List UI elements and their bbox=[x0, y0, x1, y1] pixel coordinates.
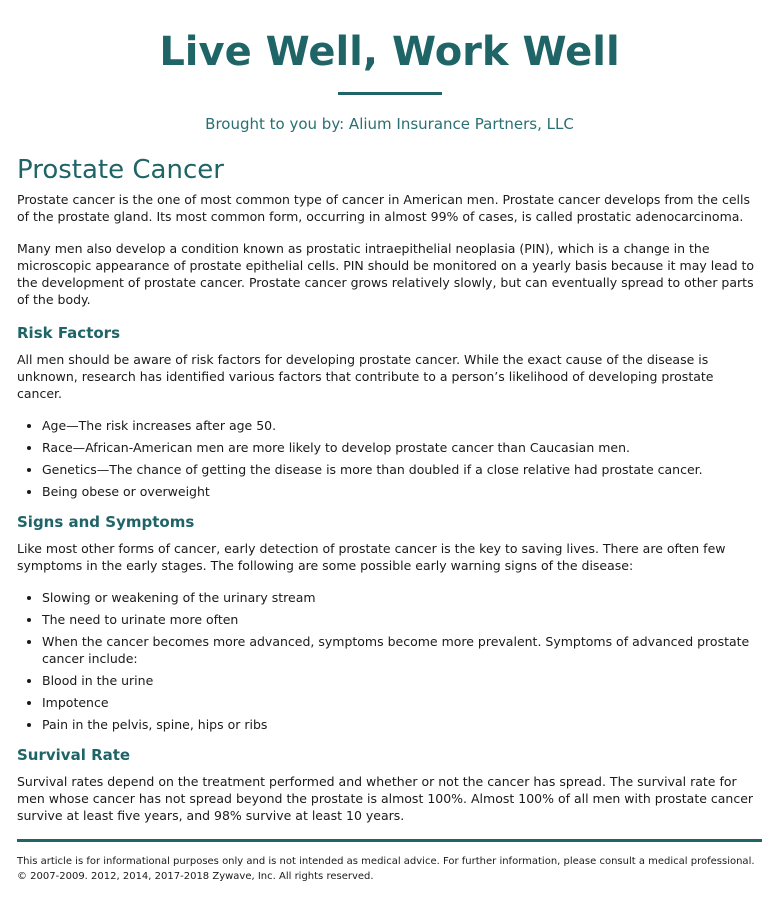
newsletter-title: Live Well, Work Well bbox=[159, 29, 620, 75]
list-item: • The need to urinate more often bbox=[42, 611, 762, 628]
list-item: • Pain in the pelvis, spine, hips or ribs bbox=[42, 716, 762, 733]
symptoms-text: Like most other forms of cancer, early detection of prostate cancer is the key to saving lives. There are often few symptoms in the early stages. The following are some possible early warning signs of the disease: bbox=[17, 541, 726, 573]
symptoms-heading: Signs and Symptoms bbox=[17, 513, 195, 531]
list-item: • Slowing or weakening of the urinary stream bbox=[42, 589, 762, 606]
list-item: • Being obese or overweight bbox=[42, 483, 762, 500]
title-divider bbox=[338, 92, 442, 95]
byline: Brought to you by: Alium Insurance Partners, LLC bbox=[205, 115, 574, 133]
list-item: • Age—The risk increases after age 50. bbox=[42, 417, 762, 434]
intro-paragraph-2: Many men also develop a condition known as prostatic intraepithelial neoplasia (PIN), which is a change in the microscopic appearance of prostate epithelial cells. PIN should be monitored on a yearly basis because it may lead to the development of prostate cancer. Prostate cancer grows relatively slowly, but can eventually spread to other parts of the body. bbox=[17, 241, 755, 307]
article-title: Prostate Cancer bbox=[17, 155, 224, 185]
footer-divider bbox=[17, 839, 762, 842]
survival-text: Survival rates depend on the treatment performed and whether or not the cancer has spread. The survival rate for men whose cancer has not spread beyond the prostate is almost 100%. Almost 100% of all men with prostate cancer survive at least five years, and 98% survive at least 10 years. bbox=[17, 774, 754, 823]
risk-factors-text: All men should be aware of risk factors for developing prostate cancer. While the exact cause of the disease is unknown, research has identified various factors that contribute to a person’s likelihood of developing prostate cancer. bbox=[17, 352, 714, 401]
footer-disclaimer: This article is for informational purposes only and is not intended as medical advice. For further information, please consult a medical professional. © 2007-2009. 2012, 2014, 2017-2018 Zywave, Inc. All rights reserved. bbox=[17, 856, 755, 882]
intro-paragraph-1: Prostate cancer is the one of most common type of cancer in American men. Prostate cancer develops from the cells of the prostate gland. Its most common form, occurring in almost 99% of cases, is called prostatic adenocarcinoma. bbox=[17, 192, 750, 224]
list-item: • Genetics—The chance of getting the disease is more than doubled if a close relative had prostate cancer. bbox=[42, 461, 762, 478]
list-item: • Blood in the urine bbox=[42, 672, 762, 689]
list-item: • Race—African-American men are more likely to develop prostate cancer than Caucasian men. bbox=[42, 439, 762, 456]
survival-heading: Survival Rate bbox=[17, 746, 131, 764]
symptoms-list bbox=[17, 589, 762, 733]
masthead bbox=[17, 0, 762, 134]
list-item: • When the cancer becomes more advanced, symptoms become more prevalent. Symptoms of advanced prostate cancer include: bbox=[42, 633, 762, 667]
risk-factors-list bbox=[17, 417, 762, 500]
risk-factors-heading: Risk Factors bbox=[17, 324, 121, 342]
list-item: • Impotence bbox=[42, 694, 762, 711]
